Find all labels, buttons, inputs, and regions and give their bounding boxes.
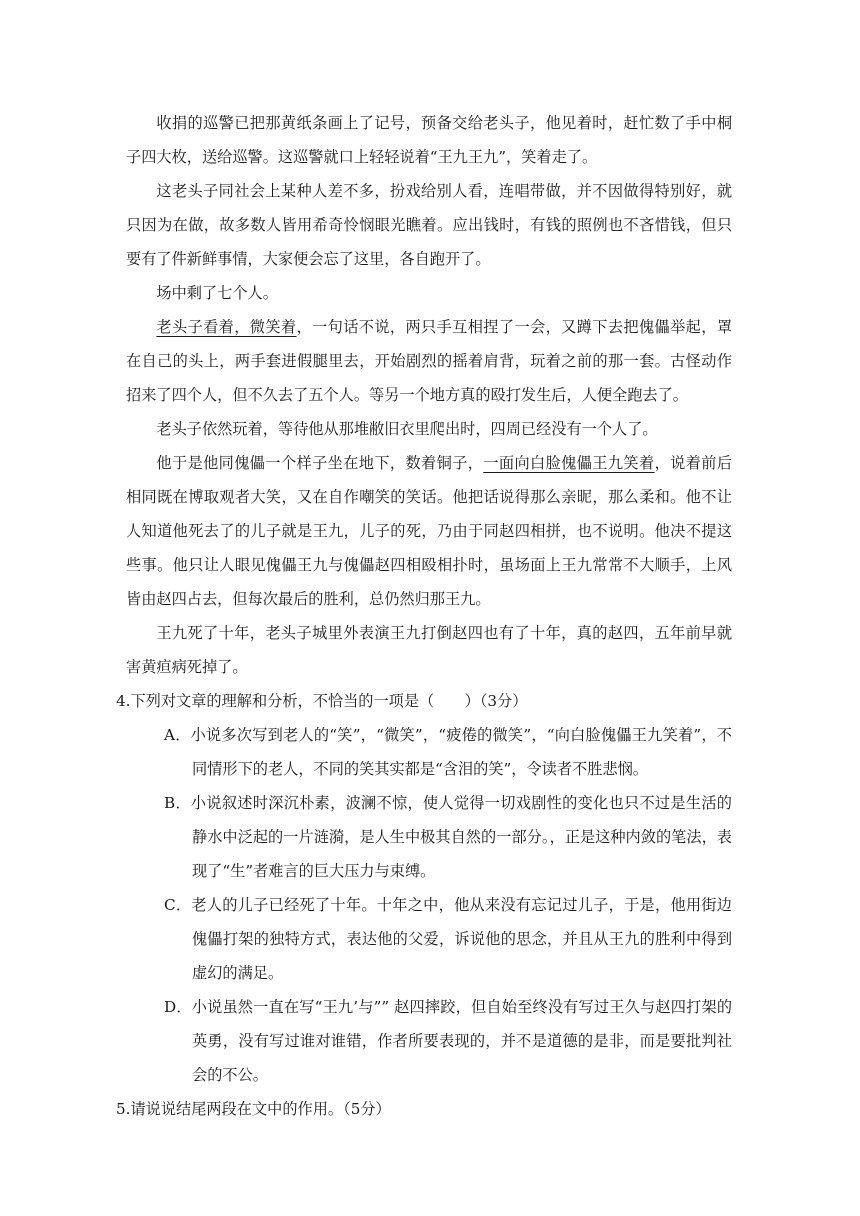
- underlined-phrase-1: 老头子看着，微笑着: [156, 318, 297, 336]
- paragraph-2: 这老头子同社会上某种人差不多，扮戏给别人看，连唱带做，并不因做得特别好，就只因为在做，故多数人皆用希奇怜悯眼光瞧着。应出钱时，有钱的照例也不吝惜钱，但只要有了件新鲜事情，大家便会忘了这里，各自跑开了。: [126, 182, 732, 268]
- underlined-phrase-2: 一面向白脸傀儡王九笑着: [483, 454, 655, 472]
- passage-text: [116, 106, 733, 1126]
- paragraph-4: [126, 310, 732, 412]
- paragraph-5: 老头子依然玩着，等待他从那堆敝旧衣里爬出时，四周已经没有一个人了。: [156, 420, 658, 438]
- paragraph-7: 王九死了十年，老头子城里外表演王九打倒赵四也有了十年，真的赵四，五年前早就害黄疸病死掉了。: [126, 624, 732, 676]
- paragraph-6-before: 他于是他同傀儡一个样子坐在地下，数着铜子，: [156, 454, 484, 472]
- question-4-option-d: D．小说虽然一直在写“王九’与”” 赵四摔跤，但自始至终没有写过王久与赵四打架的英勇，没有写过谁对谁错，作者所要表现的，并不是道德的是非，而是要批判社会的不公。: [164, 998, 732, 1084]
- question-4-stem: 4.下列对文章的理解和分析，不恰当的一项是（ ）（3分）: [116, 692, 528, 710]
- question-4-option-b: B．小说叙述时深沉朴素，波澜不惊，使人觉得一切戏剧性的变化也只不过是生活的静水中泛起的一片涟漪，是人生中极其自然的一部分。，正是这种内敛的笔法，表现了“生”者难言的巨大压力与束缚。: [164, 794, 732, 880]
- question-4-option-a: A．小说多次写到老人的“笑”，“微笑”，“疲倦的微笑”，“向白脸傀儡王九笑着”，不同情形下的老人，不同的笑其实都是“含泪的笑”，令读者不胜悲悯。: [164, 726, 732, 778]
- question-4-option-c: C．老人的儿子已经死了十年。十年之中，他从来没有忘记过儿子，于是，他用街边傀儡打架的独特方式，表达他的父爱，诉说他的思念，并且从王九的胜利中得到虚幻的满足。: [164, 896, 732, 982]
- paragraph-3: 场中剩了七个人。: [156, 284, 278, 302]
- paragraph-1: 收捐的巡警已把那黄纸条画上了记号，预备交给老头子，他见着时，赶忙数了手中桐子四大枚，送给巡警。这巡警就口上轻轻说着“王九王九”，笑着走了。: [126, 114, 732, 166]
- paragraph-4-rest: ，一句话不说，两只手互相捏了一会，又蹲下去把傀儡举起，罩在自己的头上，两手套进假腿里去，开始剧烈的摇着肩背，玩着之前的那一套。古怪动作招来了四个人，但不久去了五个人。等另一个地方真的殴打发生后，人便全跑去了。: [126, 318, 733, 404]
- question-5-stem: 5.请说说结尾两段在文中的作用。（5分）: [116, 1100, 391, 1118]
- paragraph-6: [126, 446, 732, 616]
- paragraph-6-after: ，说着前后相同既在博取观者大笑，又在自作嘲笑的笑话。他把话说得那么亲昵，那么柔和。他不让人知道他死去了的儿子就是王九，儿子的死，乃由于同赵四相拼，也不说明。他决不提这些事。他只让人眼见傀儡王九与傀儡赵四相殴相扑时，虽场面上王九常常不大顺手，上风皆由赵四占去，但每次最后的胜利，总仍然归那王九。: [126, 454, 733, 608]
